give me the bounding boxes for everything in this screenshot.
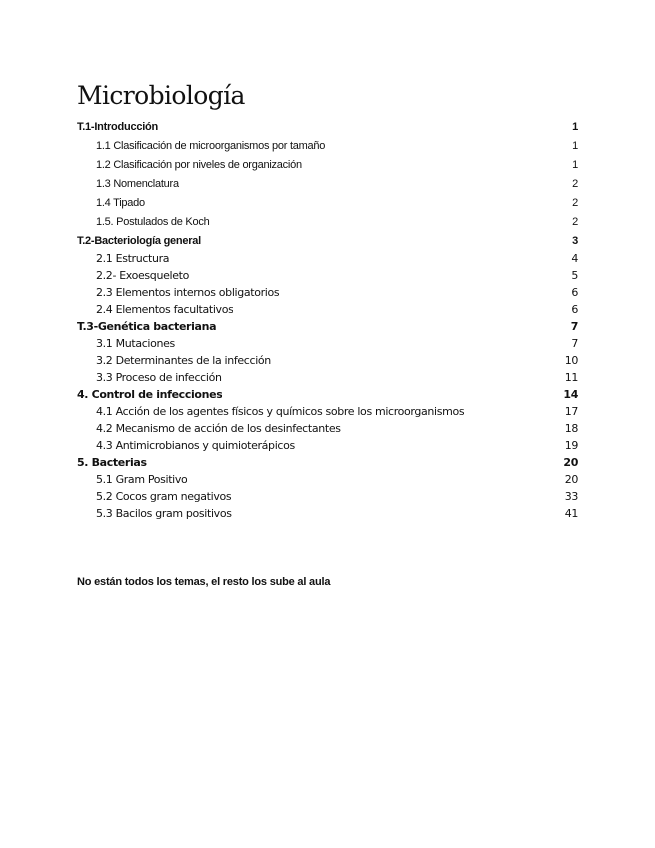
toc-entry — [77, 178, 578, 197]
toc-entry-label: 3.1 Mutaciones — [96, 337, 175, 350]
toc-entry — [77, 507, 578, 524]
footnote-text: No están todos los temas, el resto los sube al aula — [77, 576, 331, 588]
toc-entry — [77, 337, 578, 354]
toc-entry-label: 4.3 Antimicrobianos y quimioterápicos — [96, 439, 295, 452]
toc-entry-label: 2.1 Estructura — [96, 252, 170, 265]
toc-entry — [77, 252, 578, 269]
toc-entry — [77, 422, 578, 439]
toc-entry-label: 5.1 Gram Positivo — [96, 473, 188, 486]
toc-entry — [77, 439, 578, 456]
toc-entry — [77, 303, 578, 320]
toc-entry-label: 4.1 Acción de los agentes físicos y químicos sobre los microorganismos — [96, 405, 465, 418]
toc-entry-label: T.2-Bacteriología general — [77, 235, 201, 247]
toc-entry-label: 4.2 Mecanismo de acción de los desinfectantes — [96, 422, 341, 435]
toc-entry-page: 1 — [572, 140, 578, 152]
toc-entry-page: 1 — [572, 121, 578, 133]
toc-entry-label: 1.3 Nomenclatura — [96, 178, 179, 190]
toc-entry-label: T.1-Introducción — [77, 121, 158, 133]
toc-entry — [77, 456, 578, 473]
toc-entry-label: 5.2 Cocos gram negativos — [96, 490, 232, 503]
toc-entry — [77, 197, 578, 216]
toc-entry-label: 3.2 Determinantes de la infección — [96, 354, 271, 367]
toc-entry-page: 20 — [564, 473, 578, 486]
toc-entry — [77, 320, 578, 337]
toc-entry-page: 6 — [571, 303, 578, 316]
toc-entry — [77, 371, 578, 388]
toc-entry-label: 3.3 Proceso de infección — [96, 371, 222, 384]
toc-entry-page: 7 — [571, 337, 578, 350]
toc-entry-label: T.3-Genética bacteriana — [77, 320, 217, 333]
toc-entry-page: 7 — [570, 320, 578, 333]
toc-entry-label: 1.4 Tipado — [96, 197, 145, 209]
toc-entry — [77, 405, 578, 422]
toc-entry-page: 2 — [572, 178, 578, 190]
toc-entry-label: 5. Bacterias — [77, 456, 147, 469]
toc-entry-label: 2.4 Elementos facultativos — [96, 303, 234, 316]
toc-entry — [77, 473, 578, 490]
toc-entry-page: 5 — [571, 269, 578, 282]
toc-entry-label: 5.3 Bacilos gram positivos — [96, 507, 232, 520]
toc-entry-page: 41 — [564, 507, 578, 520]
toc-entry — [77, 235, 578, 252]
toc-entry-label: 2.3 Elementos internos obligatorios — [96, 286, 280, 299]
toc-entry-label: 2.2- Exoesqueleto — [96, 269, 189, 282]
toc-entry — [77, 354, 578, 371]
toc-entry — [77, 121, 578, 140]
document-title: Microbiología — [77, 81, 245, 110]
toc-entry-page: 2 — [572, 216, 578, 228]
toc-entry — [77, 286, 578, 303]
toc-entry-page: 1 — [572, 159, 578, 171]
toc-entry-page: 33 — [564, 490, 578, 503]
toc-entry-page: 3 — [572, 235, 578, 247]
table-of-contents — [77, 121, 578, 524]
toc-entry-label: 4. Control de infecciones — [77, 388, 223, 401]
toc-entry-page: 10 — [564, 354, 578, 367]
toc-entry-page: 6 — [571, 286, 578, 299]
toc-entry-page: 20 — [563, 456, 578, 469]
toc-entry — [77, 490, 578, 507]
toc-entry-label: 1.2 Clasificación por niveles de organización — [96, 159, 302, 171]
toc-entry-label: 1.1 Clasificación de microorganismos por tamaño — [96, 140, 326, 152]
toc-entry-label: 1.5. Postulados de Koch — [96, 216, 210, 228]
toc-entry — [77, 269, 578, 286]
toc-entry — [77, 216, 578, 235]
toc-entry — [77, 159, 578, 178]
toc-entry-page: 19 — [564, 439, 578, 452]
toc-entry-page: 18 — [564, 422, 578, 435]
toc-entry-page: 2 — [572, 197, 578, 209]
toc-entry — [77, 140, 578, 159]
toc-entry — [77, 388, 578, 405]
toc-entry-page: 14 — [563, 388, 578, 401]
toc-entry-page: 17 — [564, 405, 578, 418]
toc-entry-page: 11 — [564, 371, 578, 384]
toc-entry-page: 4 — [571, 252, 578, 265]
